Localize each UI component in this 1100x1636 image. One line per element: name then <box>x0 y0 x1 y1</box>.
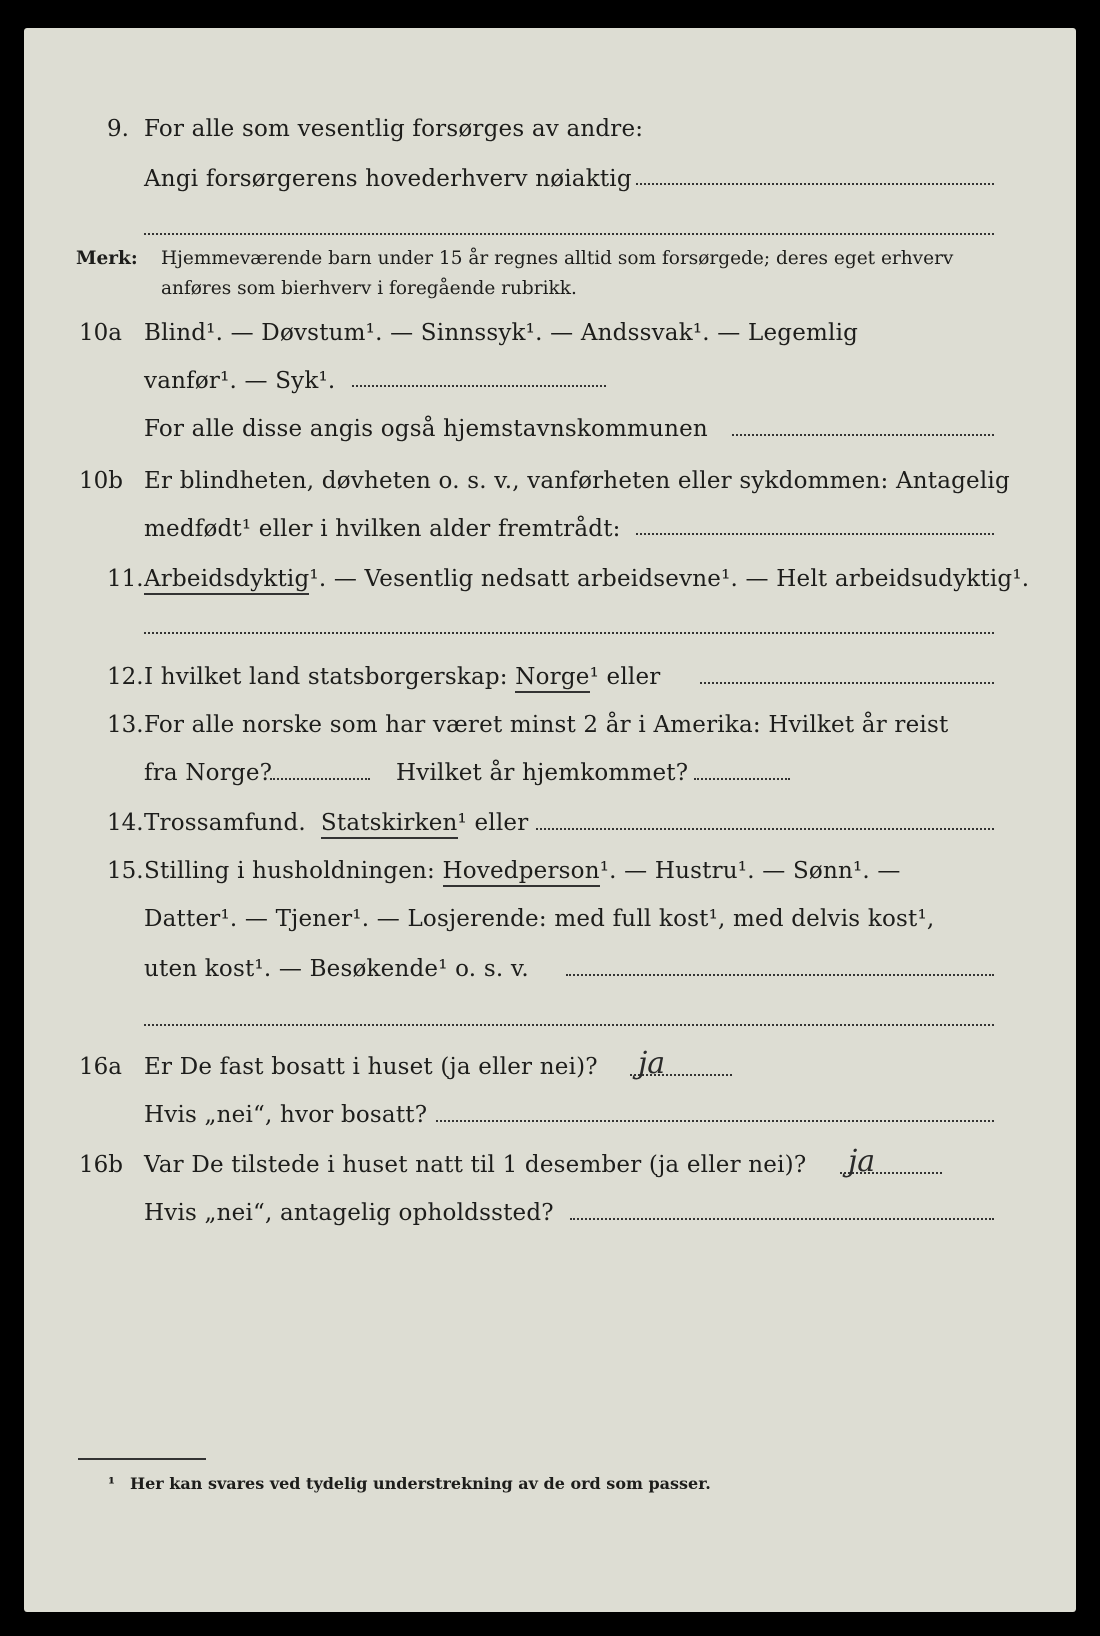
q10a-number: 10a <box>79 320 122 346</box>
merk-label: Merk: <box>76 248 138 269</box>
q14-text-a: Trossamfund. <box>144 810 306 836</box>
q16a-line2: Hvis „nei“, hvor bosatt? <box>144 1102 428 1128</box>
q12-text-a: I hvilket land statsborgerskap: <box>144 664 508 690</box>
q16b-handwritten-answer: ja <box>848 1144 876 1179</box>
q13-reist-line[interactable] <box>270 778 370 780</box>
q9-line1: For alle som vesentlig forsørges av andre: <box>144 116 644 142</box>
q11-line1-rest: ¹. — Vesentlig nedsatt arbeidsevne¹. — Helt arbeidsudyktig¹. <box>309 566 1030 592</box>
q10a-kommune-line[interactable] <box>732 434 994 436</box>
footnote-text: Her kan svares ved tydelig understrekning av de ord som passer. <box>130 1474 711 1493</box>
q15-line1-a: Stilling i husholdningen: <box>144 858 435 884</box>
q16a-answer-line[interactable] <box>630 1074 732 1076</box>
q11-answer-line[interactable] <box>144 632 994 634</box>
q16b-line2: Hvis „nei“, antagelig opholdssted? <box>144 1200 554 1226</box>
q16b-answer-line[interactable] <box>840 1172 942 1174</box>
q12-text-c: ¹ eller <box>589 664 661 690</box>
q10a-syk-line[interactable] <box>352 385 606 387</box>
merk-line1: Hjemmeværende barn under 15 år regnes alltid som forsørgede; deres eget erhverv <box>161 248 954 269</box>
q13-hjemkommet-line[interactable] <box>694 778 790 780</box>
q9-answer-line[interactable] <box>636 183 994 185</box>
q10a-line3: For alle disse angis også hjemstavnskommunen <box>144 416 708 442</box>
q15-line3: uten kost¹. — Besøkende¹ o. s. v. <box>144 956 529 982</box>
q11-line1 <box>144 566 1029 592</box>
q14-answer-line[interactable] <box>536 828 994 830</box>
q15-line1-c: ¹. — Hustru¹. — Sønn¹. — <box>599 858 901 884</box>
q14-text-c: ¹ eller <box>457 810 529 836</box>
merk-line2: anføres som bierhverv i foregående rubrikk. <box>161 278 577 299</box>
q16a-number: 16a <box>79 1054 122 1080</box>
q10b-line2: medfødt¹ eller i hvilken alder fremtrådt: <box>144 516 621 542</box>
q11-underlined-choice[interactable]: Arbeidsdyktig <box>144 566 309 595</box>
q15-line2: Datter¹. — Tjener¹. — Losjerende: med full kost¹, med delvis kost¹, <box>144 906 935 932</box>
q9-number: 9. <box>107 116 129 142</box>
q15-underlined-choice[interactable]: Hovedperson <box>443 858 600 887</box>
footnote-mark: ¹ <box>108 1474 116 1493</box>
q10b-number: 10b <box>79 468 123 494</box>
q15-answer-line-2[interactable] <box>144 1024 994 1026</box>
q11-number: 11. <box>107 566 144 592</box>
q10b-line1: Er blindheten, døvheten o. s. v., vanførheten eller sykdommen: Antagelig <box>144 468 1010 494</box>
q12-number: 12. <box>107 664 144 690</box>
q12-underlined-choice[interactable]: Norge <box>515 664 589 693</box>
q10b-answer-line[interactable] <box>636 533 994 535</box>
q13-line1: For alle norske som har været minst 2 år i Amerika: Hvilket år reist <box>144 712 949 738</box>
q14-text <box>144 810 528 836</box>
form-page <box>24 28 1076 1612</box>
q16b-line1: Var De tilstede i huset natt til 1 desember (ja eller nei)? <box>144 1152 807 1178</box>
q13-line2b: Hvilket år hjemkommet? <box>396 760 689 786</box>
q16a-bosatt-line[interactable] <box>436 1120 994 1122</box>
q16a-line1: Er De fast bosatt i huset (ja eller nei)? <box>144 1054 598 1080</box>
q15-line1 <box>144 858 901 884</box>
q9-answer-line-2[interactable] <box>144 233 994 235</box>
q10a-line2: vanfør¹. — Syk¹. <box>144 368 336 394</box>
q14-number: 14. <box>107 810 144 836</box>
footnote-rule <box>78 1458 206 1460</box>
q15-answer-line[interactable] <box>566 974 994 976</box>
q13-number: 13. <box>107 712 144 738</box>
q15-number: 15. <box>107 858 144 884</box>
q16b-number: 16b <box>79 1152 123 1178</box>
q16b-opholdssted-line[interactable] <box>570 1218 994 1220</box>
q13-line2a: fra Norge? <box>144 760 273 786</box>
q14-underlined-choice[interactable]: Statskirken <box>321 810 458 839</box>
q12-text <box>144 664 660 690</box>
q16a-handwritten-answer: ja <box>638 1046 666 1081</box>
q9-line2: Angi forsørgerens hovederhverv nøiaktig <box>144 166 632 192</box>
q12-answer-line[interactable] <box>700 682 994 684</box>
q10a-line1: Blind¹. — Døvstum¹. — Sinnssyk¹. — Andssvak¹. — Legemlig <box>144 320 859 346</box>
